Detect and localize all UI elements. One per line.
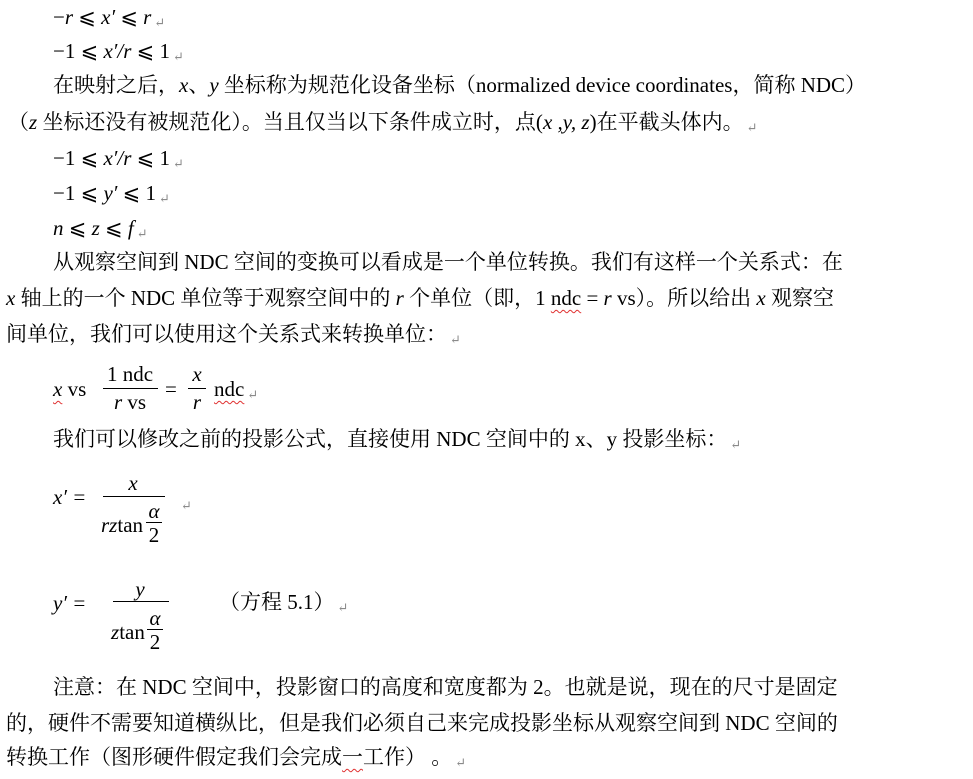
fraction-bar — [188, 388, 206, 389]
unit-conversion-line2: x 轴上的一个 NDC 单位等于观察空间中的 r 个单位（即，1 ndc = r vs）。所以给出 x 观察空 — [6, 286, 834, 310]
condition-x: −1 ⩽ x′/r ⩽ 1 ↵ — [53, 146, 184, 171]
equation-label: （方程 5.1） — [219, 590, 335, 614]
fraction-denominator: r vs — [113, 390, 147, 414]
paragraph-mark: ↵ — [172, 49, 184, 64]
paragraph-mark: ↵ — [746, 120, 758, 135]
modify-projection-line: 我们可以修改之前的投影公式，直接使用 NDC 空间中的 x、y 投影坐标： ↵ — [53, 427, 742, 452]
condition-z: n ⩽ z ⩽ f ↵ — [53, 216, 148, 241]
fraction-numerator: 1 ndc — [106, 362, 154, 386]
inequality-x-range: −r ⩽ x′ ⩽ r ↵ — [53, 5, 166, 30]
ndc-definition-line2: （z 坐标还没有被规范化）。当且仅当以下条件成立时，点(x ,y, z)在平截头体内。 ↵ — [8, 110, 758, 135]
unit-conversion-line1: 从观察空间到 NDC 空间的变换可以看成是一个单位转换。我们有这样一个关系式：在 — [53, 250, 843, 274]
paragraph-mark: ↵ — [450, 332, 461, 347]
paragraph-mark: ↵ — [247, 387, 259, 402]
fraction-bar — [103, 496, 165, 497]
note-line2: 的，硬件不需要知道横纵比，但是我们必须自己来完成投影坐标从观察空间到 NDC 空间的 — [6, 711, 838, 735]
fraction-bar — [103, 388, 158, 389]
inequality-x-normalized: −1 ⩽ x′/r ⩽ 1 ↵ — [53, 39, 184, 64]
paragraph-mark: ↵ — [136, 226, 148, 241]
condition-y: −1 ⩽ y′ ⩽ 1 ↵ — [53, 181, 170, 206]
paragraph-mark: ↵ — [337, 600, 349, 615]
unit-conversion-line3: 间单位，我们可以使用这个关系式来转换单位： ↵ — [6, 322, 461, 347]
ndc-definition-line1: 在映射之后，x、y 坐标称为规范化设备坐标（normalized device coordinates，简称 NDC） — [53, 73, 867, 97]
paragraph-mark: ↵ — [172, 156, 184, 171]
fraction-bar — [113, 601, 169, 602]
paragraph-mark: ↵ — [730, 437, 742, 452]
paragraph-mark: ↵ — [181, 498, 192, 513]
note-line3: 转换工作（图形硬件假定我们会完成一工作） 。 ↵ — [6, 745, 467, 770]
paragraph-mark: ↵ — [158, 191, 170, 206]
paragraph-mark: ↵ — [455, 755, 467, 770]
note-line1: 注意：在 NDC 空间中，投影窗口的高度和宽度都为 2。也就是说，现在的尺寸是固定 — [53, 675, 838, 699]
paragraph-mark: ↵ — [154, 15, 166, 30]
